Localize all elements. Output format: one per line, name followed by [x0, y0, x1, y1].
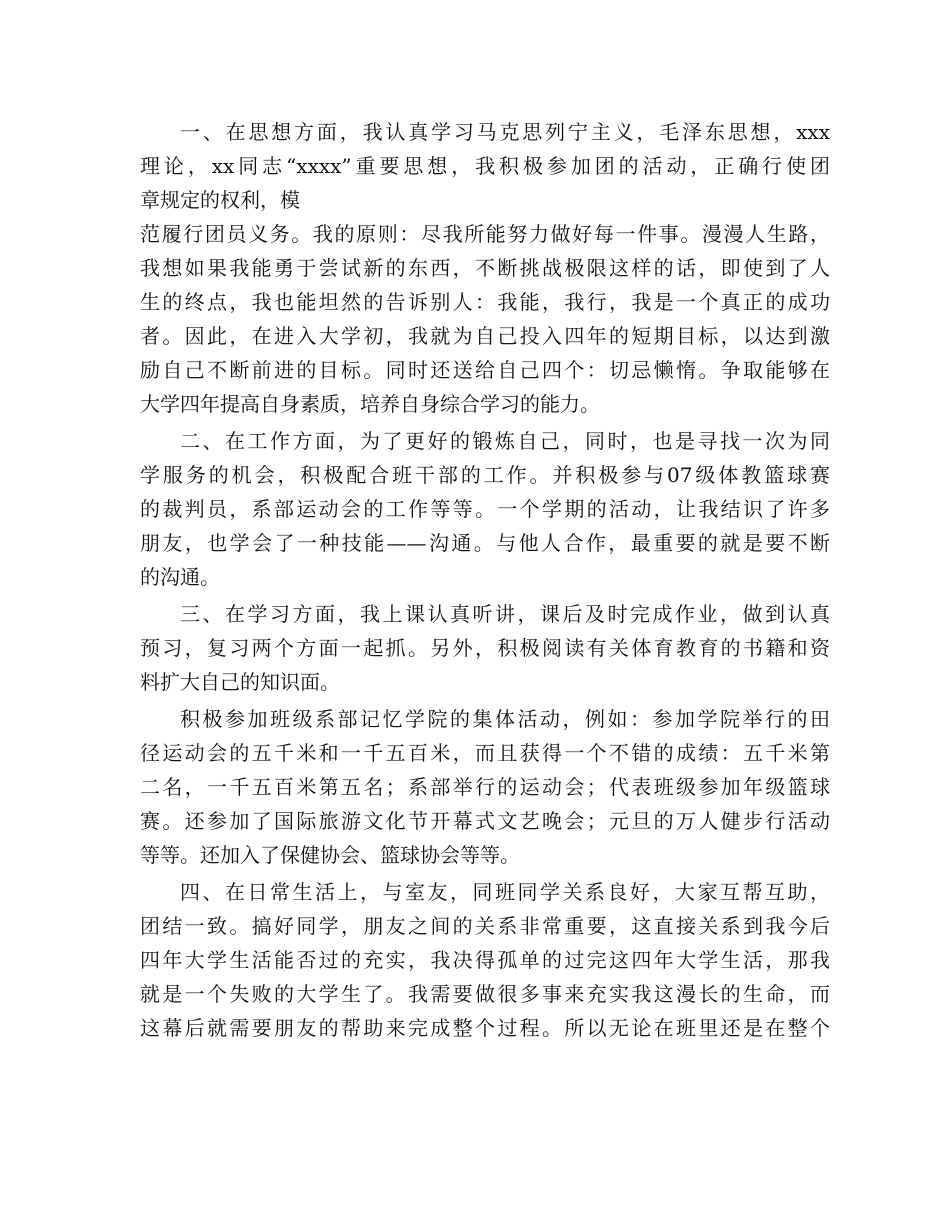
text-line: 我想如果我能勇于尝试新的东西，不断挑战极限这样的话，即使到了人: [140, 256, 830, 280]
text-line: 料扩大自己的知识面。: [140, 670, 340, 694]
text-line: 径运动会的五千米和一千五百米，而且获得一个不错的成绩：五千米第: [140, 741, 830, 765]
text-line: 大学四年提高自身素质，培养自身综合学习的能力。: [140, 392, 600, 416]
text-line: 团结一致。搞好同学，朋友之间的关系非常重要，这直接关系到我今后: [140, 914, 830, 938]
paragraph-thought-continued: [140, 217, 830, 421]
text-line: 赛。还参加了国际旅游文化节开幕式文艺晚会；元旦的万人健步行活动: [140, 809, 830, 833]
text-line: 二名，一千五百米第五名；系部举行的运动会；代表班级参加年级篮球: [140, 775, 830, 799]
text-line: 四年大学生活能否过的充实，我决得孤单的过完这四年大学生活，那我: [140, 948, 830, 972]
text-line: 就是一个失败的大学生了。我需要做很多事来充实我这漫长的生命，而: [140, 982, 830, 1006]
paragraph-thought: [140, 115, 830, 217]
text-line: 这幕后就需要朋友的帮助来完成整个过程。所以无论在班里还是在整个: [140, 1016, 830, 1040]
text-line: 的裁判员，系部运动会的工作等等。一个学期的活动，让我结识了许多: [140, 497, 830, 521]
text-line: 二、在工作方面，为了更好的锻炼自己，同时，也是寻找一次为同: [180, 429, 830, 453]
text-line: 范履行团员义务。我的原则：尽我所能努力做好每一件事。漫漫人生路，: [140, 222, 830, 246]
text-line: 积极参加班级系部记忆学院的集体活动，例如：参加学院举行的田: [180, 707, 830, 731]
document-body: [140, 115, 830, 1045]
text-line: 等等。还加入了保健协会、篮球协会等等。: [140, 843, 520, 867]
text-line: 章规定的权利，模: [140, 188, 300, 212]
text-line: 生的终点，我也能坦然的告诉别人：我能，我行，我是一个真正的成功: [140, 290, 830, 314]
paragraph-activities: [140, 702, 830, 872]
paragraph-work: [140, 424, 830, 594]
text-line: 学服务的机会，积极配合班干部的工作。并积极参与07级体教篮球赛: [140, 463, 830, 487]
text-line: 者。因此，在进入大学初，我就为自己投入四年的短期目标，以达到激: [140, 324, 830, 348]
paragraph-study: [140, 597, 830, 699]
text-line: 四、在日常生活上，与室友，同班同学关系良好，大家互帮互助，: [180, 880, 830, 904]
text-line: 的沟通。: [140, 565, 220, 589]
text-line: 预习，复习两个方面一起抓。另外，积极阅读有关体育教育的书籍和资: [140, 636, 830, 660]
text-line: 三、在学习方面，我上课认真听讲，课后及时完成作业，做到认真: [180, 602, 830, 626]
text-line: 理论，xx同志“xxxx”重要思想，我积极参加团的活动，正确行使团: [140, 154, 830, 178]
text-line: 朋友，也学会了一种技能——沟通。与他人合作，最重要的就是要不断: [140, 531, 830, 555]
paragraph-daily-life: [140, 875, 830, 1045]
text-line: 励自己不断前进的目标。同时还送给自己四个：切忌懒惰。争取能够在: [140, 358, 830, 382]
text-line: 一、在思想方面，我认真学习马克思列宁主义，毛泽东思想，xxx: [180, 120, 830, 144]
